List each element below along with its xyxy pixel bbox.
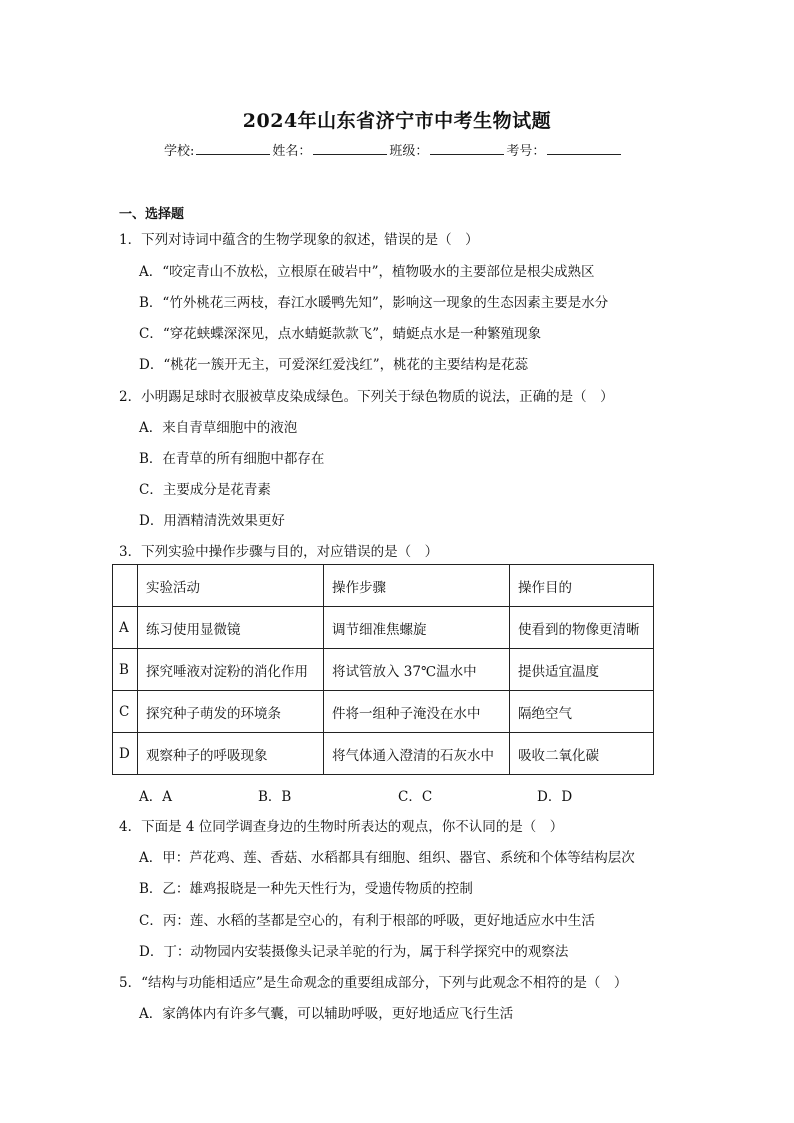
table-cell: C (113, 691, 138, 733)
table-row (113, 607, 654, 649)
question-4-option-a: A．甲：芦花鸡、莲、香菇、水稻都具有细胞、组织、器官、系统和个体等结构层次 (139, 850, 635, 866)
question-2-option-a: A．来自青草细胞中的液泡 (139, 420, 298, 436)
section-heading: 一、选择题 (119, 207, 185, 222)
question-3-table (112, 564, 654, 775)
table-row (113, 691, 654, 733)
table-cell: 将气体通入澄清的石灰水中 (324, 733, 510, 775)
table-cell: 隔绝空气 (510, 691, 654, 733)
question-2-option-c: C．主要成分是花青素 (139, 482, 271, 498)
table-header-cell: 操作目的 (510, 565, 654, 607)
question-3-stem: 3．下列实验中操作步骤与目的，对应错误的是（ ） (119, 544, 439, 560)
question-3-answer-b: B．B (258, 789, 292, 805)
question-1-option-a: A．“咬定青山不放松，立根原在破岩中”，植物吸水的主要部位是根尖成熟区 (139, 264, 595, 280)
question-1-option-b: B．“竹外桃花三两枝，春江水暖鸭先知”，影响这一现象的生态因素主要是水分 (139, 295, 609, 311)
question-1-option-d: D．“桃花一簇开无主，可爱深红爱浅红”，桃花的主要结构是花蕊 (139, 357, 529, 373)
question-4-stem: 4．下面是 4 位同学调查身边的生物时所表达的观点，你不认同的是（ ） (119, 819, 564, 835)
question-5-option-a: A．家鸽体内有许多气囊，可以辅助呼吸，更好地适应飞行生活 (139, 1006, 514, 1022)
school-label: 学校: (164, 144, 195, 159)
table-cell: D (113, 733, 138, 775)
student-info-line (164, 140, 623, 159)
table-row (113, 733, 654, 775)
table-row (113, 649, 654, 691)
question-3-answer-a: A．A (139, 789, 172, 805)
exam-title: 2024年山东省济宁市中考生物试题 (242, 110, 552, 132)
class-label: 班级： (389, 144, 429, 159)
table-cell: 探究种子萌发的环境条 (138, 691, 324, 733)
question-3-answer-d: D．D (537, 789, 573, 805)
table-cell: A (113, 607, 138, 649)
number-label: 考号： (506, 144, 546, 159)
question-1-option-c: C．“穿花蛱蝶深深见，点水蜻蜓款款飞”，蜻蜓点水是一种繁殖现象 (139, 326, 542, 342)
question-2-stem: 2．小明踢足球时衣服被草皮染成绿色。下列关于绿色物质的说法，正确的是（ ） (119, 389, 614, 405)
school-blank[interactable] (196, 142, 270, 155)
question-3-answer-c: C．C (398, 789, 433, 805)
question-4-option-d: D．丁：动物园内安装摄像头记录羊驼的行为，属于科学探究中的观察法 (139, 944, 569, 960)
number-blank[interactable] (547, 142, 621, 155)
table-cell: 探究唾液对淀粉的消化作用 (138, 649, 324, 691)
table-cell: 观察种子的呼吸现象 (138, 733, 324, 775)
table-header-cell: 操作步骤 (324, 565, 510, 607)
question-5-stem: 5．“结构与功能相适应”是生命观念的重要组成部分，下列与此观念不相符的是（ ） (119, 975, 628, 991)
table-cell: 提供适宜温度 (510, 649, 654, 691)
table-cell: 件将一组种子淹没在水中 (324, 691, 510, 733)
table-cell: 将试管放入 37℃温水中 (324, 649, 510, 691)
question-4-option-b: B．乙：雄鸡报晓是一种先天性行为，受遗传物质的控制 (139, 881, 473, 897)
table-cell: 调节细准焦螺旋 (324, 607, 510, 649)
question-1-stem: 1．下列对诗词中蕴含的生物学现象的叙述，错误的是（ ） (119, 232, 479, 248)
name-blank[interactable] (313, 142, 387, 155)
table-header-cell: 实验活动 (138, 565, 324, 607)
class-blank[interactable] (430, 142, 504, 155)
table-cell: B (113, 649, 138, 691)
table-cell: 练习使用显微镜 (138, 607, 324, 649)
table-cell: 吸收二氧化碳 (510, 733, 654, 775)
question-2-option-b: B．在青草的所有细胞中都存在 (139, 451, 325, 467)
table-header-cell (113, 565, 138, 607)
table-header-row (113, 565, 654, 607)
table-cell: 使看到的物像更清晰 (510, 607, 654, 649)
question-2-option-d: D．用酒精清洗效果更好 (139, 513, 285, 529)
question-4-option-c: C．丙：莲、水稻的茎都是空心的，有利于根部的呼吸，更好地适应水中生活 (139, 913, 595, 929)
name-label: 姓名： (272, 144, 312, 159)
